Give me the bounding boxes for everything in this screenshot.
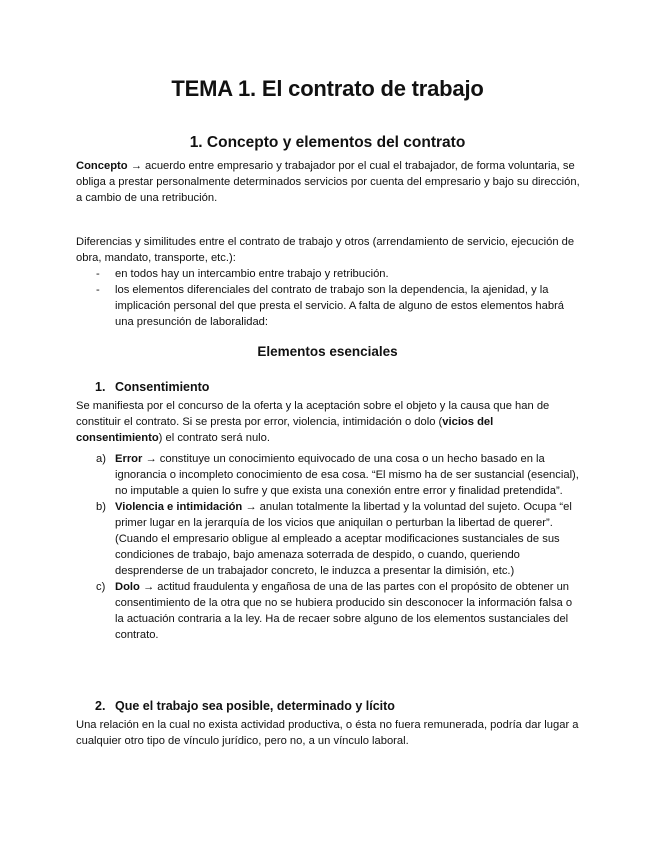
list-item-text: en todos hay un intercambio entre trabajo y retribución.: [115, 268, 389, 280]
list-item: [76, 451, 580, 499]
vicios-term: vicios del consentimiento: [76, 416, 494, 444]
consentimiento-text-a: Se manifiesta por el concurso de la oferta y la aceptación sobre el objeto y la causa que han de constituir el contrato. Si se presta por error, violencia, intimidación o dolo (: [76, 400, 550, 428]
heading-number: 1.: [95, 380, 106, 394]
concepto-term: Concepto: [76, 160, 128, 172]
list-marker: -: [96, 284, 100, 296]
document-title: TEMA 1. El contrato de trabajo: [171, 76, 484, 101]
heading-text: Que el trabajo sea posible, determinado y lícito: [115, 699, 395, 713]
list-marker: b): [96, 501, 106, 513]
trabajo-heading: [95, 699, 395, 713]
trabajo-paragraph: Una relación en la cual no exista actividad productiva, o ésta no fuera remunerada, podría dar lugar a cualquier otro tipo de vínculo jurídico, pero no, a un vínculo laboral.: [76, 719, 579, 747]
concepto-paragraph: [76, 158, 580, 206]
list-item: [76, 499, 580, 579]
vicio-text: → actitud fraudulenta y engañosa de una de las partes con el propósito de obtener un consentimiento de la otra que no se hubiera producido sin desconocer la información falsa o la actuación contraria a la ley. Ha de recaer sobre alguno de los elementos sustanciales del contrato.: [115, 581, 573, 641]
vicio-term: Error: [115, 453, 143, 465]
diferencias-intro: Diferencias y similitudes entre el contrato de trabajo y otros (arrendamiento de servicio, ejecución de obra, mandato, transporte, etc.):: [76, 236, 575, 264]
list-item-text: los elementos diferenciales del contrato de trabajo son la dependencia, la ajenidad, y la implicación personal del que presta el servicio. A falta de alguno de estos elementos habrá una presunción de laboralidad:: [115, 284, 565, 328]
heading-number: 2.: [95, 699, 106, 713]
diferencias-list: [76, 266, 580, 330]
list-item: [76, 266, 580, 282]
vicio-term: Violencia e intimidación: [115, 501, 243, 513]
vicios-list: [76, 451, 580, 643]
vicio-term: Dolo: [115, 581, 140, 593]
concepto-text: → acuerdo entre empresario y trabajador por el cual el trabajador, de forma voluntaria, se obliga a prestar personalmente determinados servicios por cuenta del empresario y bajo su dirección, a cambio de una retribución.: [76, 160, 580, 204]
list-item: [76, 579, 580, 643]
consentimiento-heading: [95, 380, 209, 394]
list-marker: -: [96, 268, 100, 280]
list-marker: a): [96, 453, 106, 465]
vicio-text: → anulan totalmente la libertad y la voluntad del sujeto. Ocupa “el primer lugar en la jerarquía de los vicios que aniquilan o perturban la libertad de querer”. (Cuando el empresario obligue al empleado a aceptar modificaciones sustanciales de sus condiciones de trabajo, bajo amenaza soterrada de despido, o cuando, queriendo desprenderse de un trabajador concreto, le induzca a presentar la dimisión, etc.): [115, 501, 572, 577]
consentimiento-paragraph: [76, 398, 580, 446]
vicio-text: → constituye un conocimiento equivocado de una cosa o un hecho basado en la ignorancia o incompleto conocimiento de esa cosa. “El mismo ha de ser sustancial (esencial), no imputable a quien lo sufre y que exista una conexión entre error y finalidad pretendida”.: [115, 453, 579, 497]
list-item: [76, 282, 580, 330]
elementos-heading: Elementos esenciales: [257, 344, 398, 359]
heading-text: Consentimiento: [115, 380, 210, 394]
list-marker: c): [96, 581, 106, 593]
section-heading: 1. Concepto y elementos del contrato: [189, 134, 466, 151]
consentimiento-text-b: ) el contrato será nulo.: [158, 432, 270, 444]
